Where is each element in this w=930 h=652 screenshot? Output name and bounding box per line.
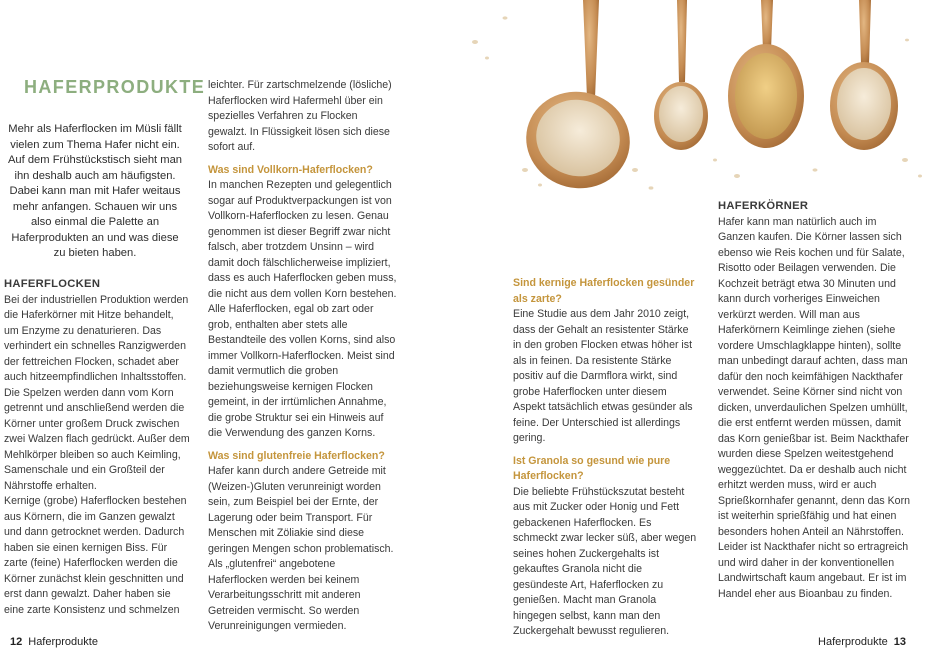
spoon-grains — [728, 0, 804, 148]
page-title: HAFERPRODUKTE — [24, 77, 206, 97]
column-4 — [718, 199, 910, 602]
folio-right — [818, 636, 912, 648]
page-number-left: 12 — [10, 636, 23, 648]
question-granola: Ist Granola so gesund wie pure Haferflocken? — [513, 454, 671, 482]
answer-granola: Die beliebte Frühstückszutat besteht aus mit Zucker oder Honig und Fett gebackenen Haferflocken. Es schmeckt zwar lecker süß, aber wegen seines hohen Zuckergehalts ist gekauftes Granola nicht die gesündeste Art, Haferflocken zu genießen. Macht man Granola hingegen selbst, kann man den Zuckergehalt bewusst regulieren. — [513, 485, 697, 637]
continued-paragraph: leichter. Für zartschmelzende (lösliche) Haferflocken wird Hafermehl über ein spezielles Verfahren zu Flocken gewalzt. In Flüssigkeit lösen sich diese sofort auf. — [208, 79, 392, 153]
haferflocken-paragraph-2: Kernige (grobe) Haferflocken bestehen aus Körnern, die im Ganzen gewalzt und dann getrocknet werden. Dadurch haben sie einen kernigen Biss. Für zarte (feine) Haferflocken werden die Körner zunächst klein geschnitten und erst dann gewalzt. Daher haben sie eine zarte Konsistenz und schmelzen — [4, 495, 187, 616]
column-1 — [4, 277, 190, 618]
answer-kernig: Eine Studie aus dem Jahr 2010 zeigt, dass der Gehalt an resistenter Stärke in den groben Flocken etwas höher ist als in feinen. Da resistente Stärke positiv auf die Darmflora wirkt, sind grobe Haferflocken unter diesem Aspekt tatsächlich etwas gesünder als feine. Der Unterschied ist allerdings gering. — [513, 308, 693, 444]
page-number-right: 13 — [893, 636, 906, 648]
intro-paragraph: Mehr als Haferflocken im Müsli fällt vielen zum Thema Hafer nicht ein. Auf dem Frühstückstisch sieht man ihn deshalb auch am häufigsten. Dabei kann man mit Hafer weitaus mehr anfangen. Schauen wir uns also einmal die Palette an Haferprodukten an und was diese zu bieten haben. — [7, 123, 183, 260]
column-3 — [513, 276, 699, 640]
heading-haferflocken: HAFERFLOCKEN — [4, 278, 101, 290]
answer-vollkorn: In manchen Rezepten und gelegentlich sogar auf Produktverpackungen ist von Vollkorn-Haferflocken zu lesen. Genau genommen ist dieser Begriff zwar nicht falsch, aber trotzdem Unsinn – wird damit doch fälschlicherweise impliziert, dass es auch Haferflocken geben muss, die nicht aus dem vollen Korn bestehen. Alle Haferflocken, egal ob zart oder grob, enthalten aber stets alle Bestandteile des vollen Korns, sind also immer Vollkorn-Haferflocken. Meist sind damit vermutlich die groben beziehungsweise kernigen Flocken gemeint, in der irrtümlichen Annahme, die grobe Struktur sei ein Hinweis auf die Verwendung des ganzen Korns. — [208, 179, 397, 439]
spoon-small — [654, 0, 708, 150]
answer-glutenfrei: Hafer kann durch andere Getreide mit (Weizen-)Gluten verunreinigt worden sein, zum Beispiel bei der Ernte, der Lagerung oder beim Transport. Für Menschen mit Zöliakie sind diese geringen Mengen schon problematisch. Als „glutenfrei“ angebotene Haferflocken werden bei keinem Verarbeitungsschritt mit anderen Getreiden vermischt. So werden Verunreinigungen vermieden. — [208, 465, 394, 632]
haferflocken-paragraph-1: Bei der industriellen Produktion werden die Haferkörner mit Hitze behandelt, um Enzyme zu denaturieren. Das verhindert ein schnelles Ranzigwerden der fettreichen Flocken, schadet aber auch hitzeempfindlichen Inhaltsstoffen. Die Spelzen werden dann vom Korn getrennt und anschließend werden die Körner unter großem Druck zwischen zwei Walzen flach gedrückt. Außer dem Mehlkörper bleiben so auch Keimling, Samenschale und ein Großteil der Nährstoffe erhalten. — [4, 293, 190, 492]
haferkoerner-paragraph: Hafer kann man natürlich auch im Ganzen kaufen. Die Körner lassen sich ebenso wie Reis kochen und für Salate, Risotto oder Beilagen verwenden. Die Kochzeit beträgt etwa 30 Minuten und kann durch vorheriges Einweichen verkürzt werden. Will man aus Haferkörnern Keimlinge ziehen (siehe vordere Umschlagklappe hinten), sollte man unbedingt darauf achten, dass man dafür den noch keimfähigen Nackthafer verwendet. Seine Körner sind nicht von dicken, unverdaulichen Spelzen umhüllt, die erst entfernt werden müssen, damit das Korn genießbar ist. Beim Nackthafer wurden diese Spelzen weitestgehend weggezüchtet. Da er deshalb auch nicht erhitzt werden muss, wird er auch Sprießkornhafer genannt, denn das Korn ist weiterhin sprießfähig und hat einen besonders hohen Anteil an Nährstoffen. Leider ist Nackthafer nicht so ertragreich und wird daher in der konventionellen Landwirtschaft kaum angebaut. Er ist im Handel eher aus Bioanbau zu finden. — [718, 215, 910, 600]
oat-spoons-photo — [465, 0, 930, 200]
right-page — [465, 0, 930, 652]
column-2 — [208, 78, 397, 635]
spoon-large — [516, 0, 640, 199]
heading-haferkoerner: HAFERKÖRNER — [718, 200, 809, 212]
question-glutenfrei: Was sind glutenfreie Haferflocken? — [208, 449, 385, 462]
folio-label-right: Haferprodukte — [818, 636, 888, 648]
folio-label-left: Haferprodukte — [28, 636, 98, 648]
question-kernig: Sind kernige Haferflocken gesünder als zarte? — [513, 277, 695, 305]
spoon-flakes-right — [830, 0, 898, 150]
folio-left — [4, 636, 98, 648]
question-vollkorn: Was sind Vollkorn-Haferflocken? — [208, 163, 373, 176]
